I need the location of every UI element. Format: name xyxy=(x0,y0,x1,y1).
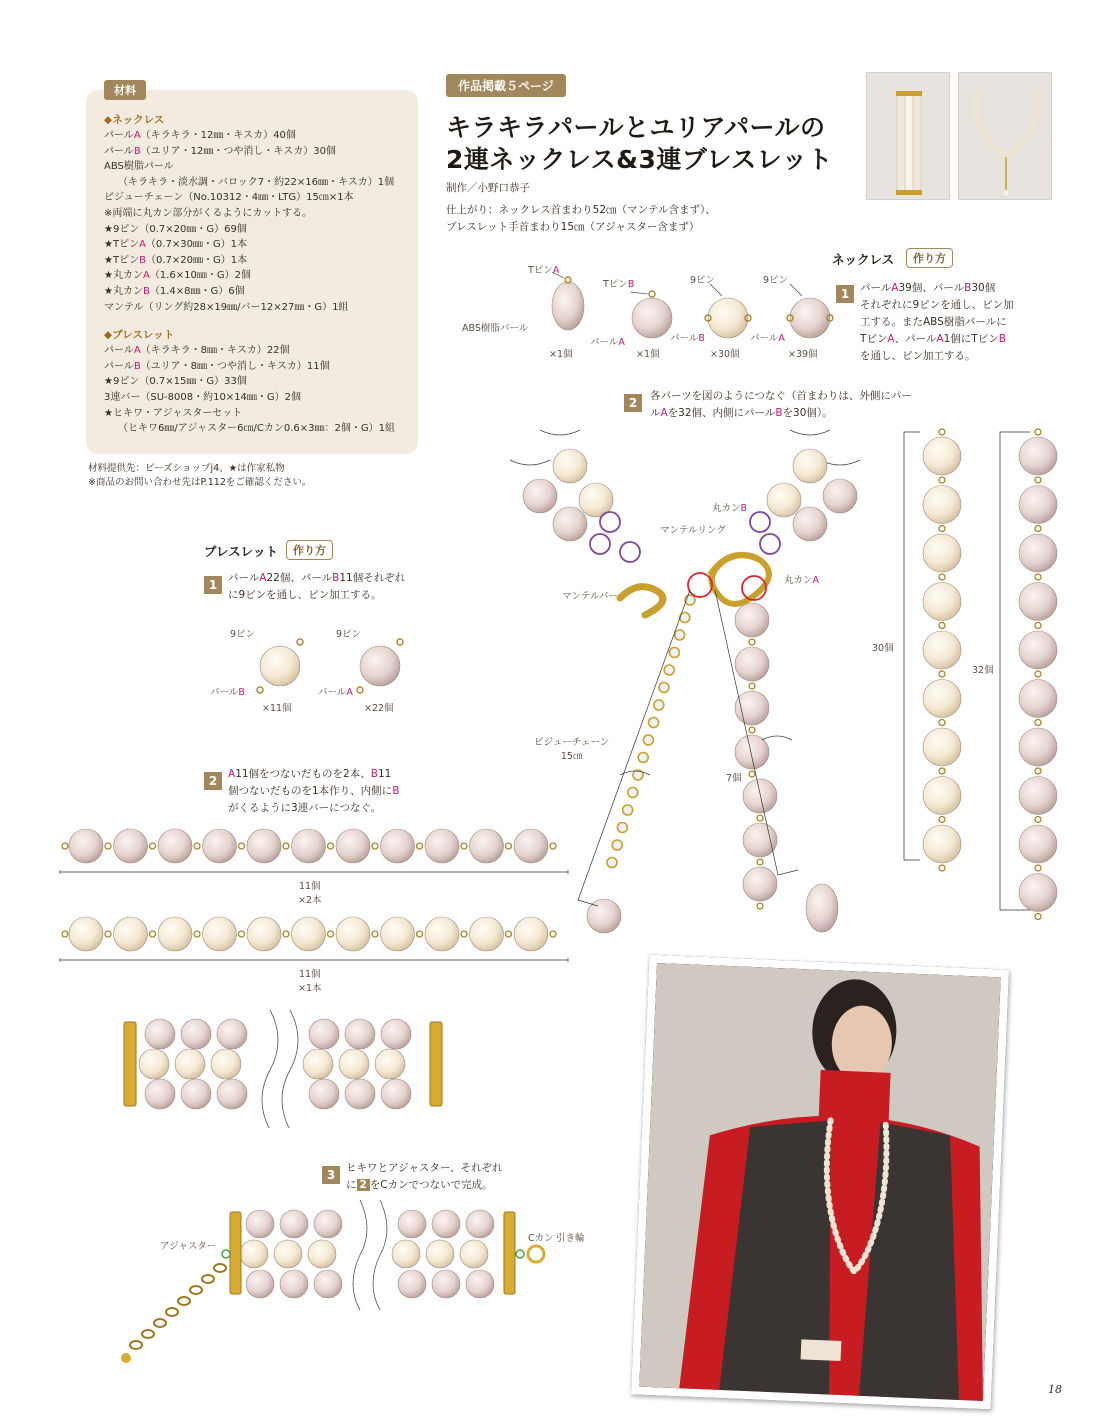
break-mark xyxy=(262,1010,278,1128)
bracelet-assembled-diagram xyxy=(110,1008,490,1128)
break-mark xyxy=(373,1200,387,1310)
pin-loop xyxy=(1035,768,1041,774)
pearl xyxy=(274,1240,302,1268)
byline: 制作／小野口恭子 xyxy=(446,182,530,194)
pearl xyxy=(793,449,827,483)
bracelet-count-a: ×22個 xyxy=(364,703,394,714)
pin-loop xyxy=(939,671,945,677)
chain-stone xyxy=(623,805,633,815)
bracelet-count-b: ×11個 xyxy=(262,703,292,714)
page-ref-ribbon: 作品掲載５ページ xyxy=(446,74,566,97)
chain-stone xyxy=(643,735,653,745)
pin-loop xyxy=(939,429,945,435)
pearl xyxy=(1019,631,1057,669)
pin-loop xyxy=(417,931,423,937)
adjuster-link xyxy=(214,1264,226,1272)
count-pearl-a: ×39個 xyxy=(788,349,818,360)
material-line: ★9ピン（0.7×20㎜・G）69個 xyxy=(104,223,247,235)
bracelet-materials-list xyxy=(104,343,400,437)
bracelet-step-1-text xyxy=(228,570,458,604)
pearl xyxy=(381,1079,411,1109)
step-line: がくるように3連バーにつなぐ。 xyxy=(228,802,382,814)
pin-loop xyxy=(757,903,763,909)
necklace-thumbnail-image xyxy=(959,73,1053,201)
chain-stone xyxy=(607,858,617,868)
adjuster-link xyxy=(190,1286,202,1294)
material-line: 3連バー（SU-8008・約10×14㎜・G）2個 xyxy=(104,391,302,403)
pin-loop xyxy=(1035,526,1041,532)
pearl xyxy=(793,507,827,541)
pearl xyxy=(426,1240,454,1268)
adjuster-label: アジャスター xyxy=(160,1241,217,1252)
finished-size xyxy=(446,202,716,236)
pin-loop xyxy=(550,931,556,937)
pin-loop xyxy=(62,931,68,937)
pin-loop xyxy=(372,931,378,937)
credit-line-2: ※商品のお問い合わせ先はP.112をご確認ください。 xyxy=(88,477,312,488)
step-line: ヒキワとアジャスター、それぞれ xyxy=(346,1162,503,1174)
step-line: それぞれに9ピンを通し、ピン加 xyxy=(860,299,1014,311)
pin-loop xyxy=(506,843,512,849)
count-pearl-a-tpin: ×1個 xyxy=(636,349,660,360)
pin-loop xyxy=(461,843,467,849)
adjuster-link xyxy=(154,1319,166,1327)
pearl xyxy=(69,917,103,951)
thirtytwo-count-label: 32個 xyxy=(972,665,994,676)
adjuster-drop xyxy=(121,1353,131,1363)
tpin-a-label: TピンA xyxy=(528,265,560,276)
pearl xyxy=(145,1019,175,1049)
chain-stone xyxy=(664,665,674,675)
page-number: 18 xyxy=(1048,1383,1062,1396)
bracelet-step-3-text xyxy=(346,1160,546,1194)
pearl xyxy=(314,1210,342,1238)
necklace-assembly-diagram xyxy=(500,420,1060,950)
pearl xyxy=(1019,583,1057,621)
pearl xyxy=(181,1079,211,1109)
pearl xyxy=(1019,777,1057,815)
material-line: ★丸カンA（1.6×10㎜・G）2個 xyxy=(104,270,251,282)
mantel-bar-label: マンテルバー xyxy=(562,591,618,602)
three-strand-bar xyxy=(430,1022,442,1106)
bracelet-row-a xyxy=(56,826,576,874)
pin-loop xyxy=(283,843,289,849)
necklace-materials-list xyxy=(104,128,400,315)
chain-stone xyxy=(638,753,648,763)
material-line: ※両端に丸カン部分がくるようにカットする。 xyxy=(104,207,312,219)
pearl xyxy=(203,917,237,951)
pin-loop xyxy=(1035,671,1041,677)
materials-tag: 材料 xyxy=(104,80,146,100)
row-b-label: 11個 ×1本 xyxy=(298,969,322,994)
pin-loop xyxy=(461,931,467,937)
pin-loop xyxy=(62,843,68,849)
pin-loop xyxy=(283,931,289,937)
break-mark xyxy=(282,1010,298,1128)
material-line: ★TピンB（0.7×20㎜・G）1本 xyxy=(104,254,248,266)
necklace-materials-heading: ◆ネックレス xyxy=(104,114,165,126)
pearl xyxy=(345,1079,375,1109)
thirty-count-label: 30個 xyxy=(872,643,894,654)
pin-loop xyxy=(550,843,556,849)
pin-loop xyxy=(328,931,334,937)
pearl xyxy=(1019,437,1057,475)
pearl xyxy=(145,1079,175,1109)
pearl xyxy=(303,1049,333,1079)
pearl xyxy=(247,917,281,951)
pin-loop xyxy=(939,817,945,823)
material-line: パールA（キラキラ・8㎜・キスカ）22個 xyxy=(104,345,290,357)
pin-loop xyxy=(372,843,378,849)
material-line: パールB（ユリア・12㎜・つや消し・キスカ）30個 xyxy=(104,145,336,157)
adjuster-link xyxy=(130,1341,142,1349)
pin-loop xyxy=(939,526,945,532)
chain-stone xyxy=(612,840,622,850)
count-abs: ×1個 xyxy=(549,349,573,360)
necklace-step-2-text xyxy=(650,388,930,422)
lobster-clasp xyxy=(528,1246,544,1262)
pearl-a-label-2: パールA xyxy=(750,333,785,344)
pearl xyxy=(523,479,557,513)
ckan-label: Cカン xyxy=(528,1233,554,1244)
step-line: 工する。またABS樹脂パールに xyxy=(860,316,1007,328)
pearl xyxy=(923,631,961,669)
step-line: に9ピンを通し、ピン加工する。 xyxy=(228,589,382,601)
pearl xyxy=(1019,874,1057,912)
step-line: ルAを32個、内側にパールBを30個）。 xyxy=(650,407,833,419)
bracelet-thumbnail-image xyxy=(867,73,951,201)
material-line: ★ヒキワ・アジャスターセット xyxy=(104,407,243,419)
pin-loop xyxy=(239,843,245,849)
count-pearl-b: ×30個 xyxy=(710,349,740,360)
pin-loop xyxy=(150,931,156,937)
pearl xyxy=(308,1240,336,1268)
bracelet-howto-badge: 作り方 xyxy=(286,540,333,560)
pearl xyxy=(114,917,148,951)
pearl xyxy=(1019,728,1057,766)
pearl xyxy=(1019,825,1057,863)
pin-loop xyxy=(749,683,755,689)
pearl xyxy=(1019,486,1057,524)
pearl xyxy=(735,735,769,769)
pin-loop xyxy=(1035,429,1041,435)
necklace-heading: ネックレス xyxy=(832,252,895,267)
pearl xyxy=(923,486,961,524)
pearl xyxy=(336,917,370,951)
pearl xyxy=(240,1240,268,1268)
pearl xyxy=(398,1270,426,1298)
pearl xyxy=(425,917,459,951)
bracelet-pearl-a-label: パールA xyxy=(318,687,353,698)
pearl xyxy=(203,829,237,863)
material-line: パールB（ユリア・8㎜・つや消し・キスカ）11個 xyxy=(104,360,330,372)
pearl xyxy=(345,1019,375,1049)
pearl xyxy=(336,829,370,863)
pearl xyxy=(743,823,777,857)
pin-loop xyxy=(194,843,200,849)
pearl xyxy=(158,829,192,863)
finished-size-2: ブレスレット手首まわり15㎝（アジャスター含まず） xyxy=(446,221,700,233)
pearl xyxy=(381,917,415,951)
pearl xyxy=(514,829,548,863)
finished-size-1: 仕上がり：ネックレス首まわり52㎝（マンテル含まず）、 xyxy=(446,204,716,216)
hikiwa-label: 引き輪 xyxy=(556,1233,585,1244)
pearl xyxy=(735,647,769,681)
material-line: マンテル（リング約28×19㎜/バー12×27㎜・G）1組 xyxy=(104,301,349,313)
adjuster-link xyxy=(178,1297,190,1305)
pin-loop xyxy=(1035,477,1041,483)
pearl xyxy=(823,479,857,513)
pearl xyxy=(211,1049,241,1079)
c-kan xyxy=(222,1250,230,1258)
c-kan xyxy=(516,1250,524,1258)
pearl xyxy=(292,917,326,951)
marukan-b-label: 丸カンB xyxy=(712,503,748,514)
pearl xyxy=(246,1210,274,1238)
three-strand-bar xyxy=(124,1022,136,1106)
pearl xyxy=(767,483,801,517)
tpin-b-label: TピンB xyxy=(603,279,635,290)
pin-loop xyxy=(939,477,945,483)
pearl xyxy=(432,1210,460,1238)
pin9-label-1: 9ピン xyxy=(690,275,716,286)
pearl xyxy=(375,1049,405,1079)
pin-loop xyxy=(1035,914,1041,920)
pearl xyxy=(553,507,587,541)
bracelet-thumbnail xyxy=(866,72,950,200)
pearl xyxy=(314,1270,342,1298)
seven-count-label: 7個 xyxy=(726,773,742,784)
materials-box xyxy=(86,84,418,454)
pearl xyxy=(175,1049,205,1079)
pearl-a-label-1: パールA xyxy=(590,337,625,348)
pin-loop xyxy=(150,843,156,849)
three-strand-bar xyxy=(504,1212,515,1294)
marukan-a-label: 丸カンA xyxy=(784,575,820,586)
pearl xyxy=(923,777,961,815)
pearl xyxy=(743,779,777,813)
pin-loop xyxy=(939,574,945,580)
material-line: ビジューチェーン（No.10312・4㎜・LTG）15㎝×1本 xyxy=(104,192,354,204)
pearl xyxy=(309,1079,339,1109)
bracelet-step-1-number: 1 xyxy=(204,576,222,594)
pin-loop xyxy=(1035,720,1041,726)
chain-stone xyxy=(669,648,679,658)
pearl xyxy=(923,437,961,475)
pin-loop xyxy=(939,865,945,871)
necklace-howto-badge: 作り方 xyxy=(906,248,953,268)
step-line: TピンA、パールA1個にTピンB xyxy=(860,333,1006,345)
pearl xyxy=(923,728,961,766)
pearl xyxy=(280,1270,308,1298)
pearl xyxy=(466,1270,494,1298)
pearl xyxy=(392,1240,420,1268)
pearl xyxy=(246,1270,274,1298)
pearl xyxy=(470,829,504,863)
mantel-ring-label: マンテルリング xyxy=(660,525,726,536)
pin-loop xyxy=(1035,623,1041,629)
pin-loop xyxy=(239,931,245,937)
bracelet-heading: ブレスレット xyxy=(204,544,279,559)
pearl xyxy=(1019,680,1057,718)
material-line: ★丸カンB（1.4×8㎜・G）6個 xyxy=(104,285,245,297)
pin-loop xyxy=(749,771,755,777)
bracelet-row-b xyxy=(56,914,576,962)
pearl xyxy=(247,829,281,863)
pearl xyxy=(923,825,961,863)
pearl xyxy=(339,1049,369,1079)
adjuster-link xyxy=(142,1330,154,1338)
pin-loop xyxy=(1035,865,1041,871)
bracelet-final-diagram xyxy=(90,1200,570,1370)
row-a-label: 11個 ×2本 xyxy=(298,881,322,906)
adjuster-link xyxy=(166,1308,178,1316)
pin-loop xyxy=(105,843,111,849)
bracelet-step-2-text xyxy=(228,766,458,817)
pin-loop xyxy=(105,931,111,937)
pearl xyxy=(735,691,769,725)
chain-stone xyxy=(654,700,664,710)
necklace-thumbnail xyxy=(958,72,1052,200)
step-line: A11個をつないだものを2本、B11 xyxy=(228,768,392,780)
step-line: 各パーツを図のようにつなぐ（首まわりは、外側にパー xyxy=(650,390,912,402)
chain-stone xyxy=(675,630,685,640)
necklace-step-1-text xyxy=(860,280,1050,365)
pin-loop xyxy=(506,931,512,937)
bracelet-step-3-number: 3 xyxy=(322,1166,340,1184)
pin-loop xyxy=(417,843,423,849)
pearl-b-label: パールB xyxy=(670,333,705,344)
pearl xyxy=(514,917,548,951)
necklace-step-2-number: 2 xyxy=(624,394,642,412)
material-line: （ヒキワ6㎜/アジャスター6㎝/Cカン0.6×3㎜：2個・G）1組 xyxy=(118,423,395,435)
pearl xyxy=(181,1019,211,1049)
material-line: パールA（キラキラ・12㎜・キスカ）40個 xyxy=(104,130,296,141)
pin-loop xyxy=(757,815,763,821)
pearl xyxy=(923,680,961,718)
bracelet-materials-heading: ◆ブレスレット xyxy=(104,329,175,342)
baroque-pearl xyxy=(806,884,838,932)
pin-loop xyxy=(328,843,334,849)
step-line: に 2 をCカンでつないで完成。 xyxy=(346,1179,493,1191)
pin-loop xyxy=(1035,817,1041,823)
pearl xyxy=(280,1210,308,1238)
break-mark xyxy=(353,1200,367,1310)
step-line: パールA22個、パールB11個それぞれ xyxy=(228,572,406,584)
step-line: を通し、ピン加工する。 xyxy=(860,350,976,362)
pearl xyxy=(923,583,961,621)
pearl xyxy=(470,917,504,951)
pearl xyxy=(381,829,415,863)
chain-stone xyxy=(628,788,638,798)
pin-loop xyxy=(939,623,945,629)
bracelet-pearl-b-label: パールB xyxy=(210,687,245,698)
pin-loop xyxy=(194,931,200,937)
title-line-2: 2連ネックレス&3連ブレスレット xyxy=(446,145,833,174)
chain-stone xyxy=(659,683,669,693)
step-line: 個つないだものを1本作り、内側にB xyxy=(228,785,400,797)
bracelet-step-2-number: 2 xyxy=(204,772,222,790)
bracelet-pin9-label-2: 9ピン xyxy=(336,629,362,640)
material-line: ABS樹脂パール xyxy=(104,161,174,173)
pearl xyxy=(1019,534,1057,572)
pearl xyxy=(466,1210,494,1238)
pearl xyxy=(735,603,769,637)
material-line: （キラキラ・淡水調・バロック7・約22×16㎜・キスカ）1個 xyxy=(118,176,395,188)
pin-loop xyxy=(939,768,945,774)
material-line: ★9ピン（0.7×15㎜・G）33個 xyxy=(104,376,247,388)
model-photo-image xyxy=(639,963,1000,1401)
material-line: ★TピンA（0.7×30㎜・G）1本 xyxy=(104,239,248,251)
pearl xyxy=(114,829,148,863)
pearl xyxy=(217,1079,247,1109)
pearl xyxy=(139,1049,169,1079)
pin-loop xyxy=(749,727,755,733)
pearl xyxy=(309,1019,339,1049)
bijou-chain-label: ビジューチェーン 15㎝ xyxy=(534,737,610,762)
pearl xyxy=(217,1019,247,1049)
pearl xyxy=(743,867,777,901)
pearl xyxy=(69,829,103,863)
pearl xyxy=(292,829,326,863)
pin-loop xyxy=(757,859,763,865)
model-photo xyxy=(631,955,1009,1410)
pearl xyxy=(923,534,961,572)
chain-stone xyxy=(649,718,659,728)
pearl xyxy=(432,1270,460,1298)
chain-stone xyxy=(617,823,627,833)
adjuster-link xyxy=(202,1275,214,1283)
necklace-step-1-number: 1 xyxy=(836,285,854,303)
pearl xyxy=(381,1019,411,1049)
pearl xyxy=(398,1210,426,1238)
pin9-label-2: 9ピン xyxy=(763,275,789,286)
pearl xyxy=(425,829,459,863)
three-strand-bar xyxy=(230,1212,241,1294)
pearl xyxy=(158,917,192,951)
title-line-1: キラキラパールとユリアパールの xyxy=(446,113,826,142)
pin-loop xyxy=(939,720,945,726)
pin-loop xyxy=(1035,574,1041,580)
pin-loop xyxy=(749,639,755,645)
credit-line-1: 材料提供先：ビーズショップj4、★は作家私物 xyxy=(88,463,285,474)
pearl xyxy=(553,449,587,483)
bracelet-pin9-label-1: 9ピン xyxy=(230,629,256,640)
pearl xyxy=(460,1240,488,1268)
abs-pearl-label: ABS樹脂パール xyxy=(462,323,529,334)
credits xyxy=(88,462,311,490)
step-line: パールA39個、パールB30個 xyxy=(860,282,996,294)
